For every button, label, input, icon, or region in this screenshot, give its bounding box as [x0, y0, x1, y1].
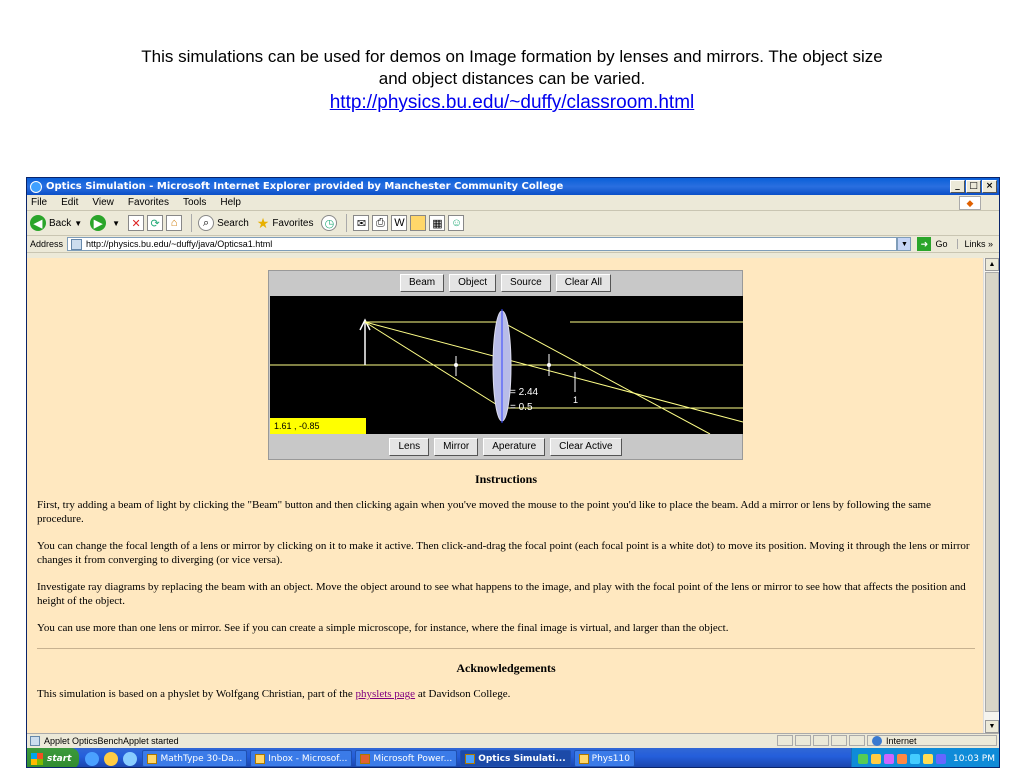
- chevron-down-icon[interactable]: ▼: [897, 237, 911, 251]
- tray-icon[interactable]: [871, 754, 881, 764]
- acknowledgements-heading: Acknowledgements: [456, 661, 556, 675]
- taskbar: [27, 748, 1000, 768]
- title-bar: [27, 178, 999, 195]
- status-pane: [777, 735, 793, 746]
- address-label: Address: [30, 239, 64, 249]
- address-url: http://physics.bu.edu/~duffy/java/Opticsa1.html: [86, 239, 273, 249]
- search-icon: ⌕: [198, 215, 214, 231]
- app-icon: [255, 754, 265, 764]
- menu-help[interactable]: Help: [220, 197, 241, 208]
- tray-icon[interactable]: [858, 754, 868, 764]
- instructions-paragraph-2: You can change the focal length of a lens or mirror by clicking on it to make it active. Then click-and-drag the focal point (each focal point is a white dot) to move its position. Moving it through the lens or mirror changes it from converging to diverging (or vice versa).: [37, 540, 970, 566]
- links-label: Links: [964, 239, 986, 249]
- ie-icon: [30, 181, 42, 193]
- caption-line-1: This simulations can be used for demos on Image formation by lenses and mirrors. The object size: [141, 47, 883, 66]
- history-icon[interactable]: ◷: [321, 215, 337, 231]
- chevron-down-icon: ▼: [112, 218, 121, 228]
- focal-point-right[interactable]: [547, 363, 551, 367]
- home-icon[interactable]: ⌂: [166, 215, 182, 231]
- menu-bar: [27, 195, 999, 211]
- desktop-quicklaunch-icon[interactable]: [123, 752, 137, 766]
- mail-icon[interactable]: ✉: [353, 215, 369, 231]
- menu-file[interactable]: File: [31, 197, 48, 208]
- page-content: [27, 258, 985, 733]
- messenger-icon[interactable]: ☺: [448, 215, 464, 231]
- app-icon: [465, 754, 475, 764]
- ray-refracted: [502, 322, 710, 434]
- close-button[interactable]: ×: [982, 180, 997, 193]
- menu-tools[interactable]: Tools: [182, 197, 207, 208]
- print-icon[interactable]: ⎙: [372, 215, 388, 231]
- edit-icon[interactable]: W: [391, 215, 407, 231]
- status-text: Applet OpticsBenchApplet started: [44, 735, 179, 746]
- applet-bottom-buttons: [269, 435, 742, 459]
- favorites-button[interactable]: [257, 215, 314, 232]
- source-button[interactable]: Source: [501, 274, 551, 292]
- task-inbox[interactable]: [250, 750, 352, 767]
- forward-arrow-icon: ▶: [90, 215, 106, 231]
- clear-active-button[interactable]: Clear Active: [550, 438, 621, 456]
- caption-line-2: and object distances can be varied.: [378, 69, 646, 88]
- task-optics[interactable]: [460, 750, 570, 767]
- favorites-label: Favorites: [272, 217, 314, 229]
- back-arrow-icon: ◀: [30, 215, 46, 231]
- lens-readout-1: = 2.44: [510, 387, 539, 398]
- task-label: Inbox - Microsof...: [268, 753, 348, 764]
- object-button[interactable]: Object: [449, 274, 496, 292]
- browser-window: [26, 177, 1000, 768]
- vertical-scrollbar[interactable]: [983, 258, 999, 733]
- status-page-icon: [30, 736, 40, 746]
- status-bar: [27, 733, 1000, 747]
- go-button[interactable]: [917, 237, 947, 251]
- research-icon[interactable]: ▦: [429, 215, 445, 231]
- tray-icon[interactable]: [936, 754, 946, 764]
- go-arrow-icon: ➜: [917, 237, 931, 251]
- zone-label: Internet: [886, 735, 917, 746]
- start-button[interactable]: [27, 748, 79, 768]
- coordinate-readout: 1.61 , -0.85: [270, 418, 366, 434]
- task-label: MathType 30-Da...: [160, 753, 243, 764]
- search-label: Search: [217, 217, 249, 229]
- refresh-icon[interactable]: ⟳: [147, 215, 163, 231]
- tray-icon[interactable]: [897, 754, 907, 764]
- folder-icon[interactable]: [410, 215, 426, 231]
- caption-link[interactable]: http://physics.bu.edu/~duffy/classroom.html: [329, 92, 695, 113]
- back-label: Back: [49, 217, 72, 229]
- instructions-section: [37, 472, 975, 714]
- status-pane: [831, 735, 847, 746]
- status-pane: [795, 735, 811, 746]
- menu-edit[interactable]: Edit: [61, 197, 79, 208]
- status-pane: [813, 735, 829, 746]
- tray-icon[interactable]: [923, 754, 933, 764]
- maximize-button[interactable]: □: [966, 180, 981, 193]
- toolbar: [27, 211, 999, 236]
- ack-suffix: at Davidson College.: [415, 688, 511, 700]
- globe-icon: [872, 736, 882, 746]
- links-button[interactable]: Links »: [957, 239, 999, 249]
- window-title: Optics Simulation - Microsoft Internet Explorer provided by Manchester Community College: [46, 181, 564, 192]
- search-button[interactable]: [198, 215, 249, 231]
- slide-caption: [40, 46, 984, 114]
- folder-icon: [579, 754, 589, 764]
- star-icon: ★: [256, 214, 270, 231]
- task-phys110[interactable]: [574, 750, 635, 767]
- address-input[interactable]: [67, 237, 897, 251]
- simulation-canvas[interactable]: [270, 296, 743, 434]
- section-divider: [37, 648, 975, 649]
- scroll-thumb[interactable]: [985, 272, 999, 712]
- system-tray: [851, 748, 1000, 768]
- forward-button[interactable]: [90, 215, 120, 231]
- ack-prefix: This simulation is based on a physlet by Wolfgang Christian, part of the: [37, 688, 356, 700]
- scroll-down-icon[interactable]: ▼: [985, 720, 999, 733]
- task-label: Optics Simulati...: [478, 753, 566, 764]
- beam-button[interactable]: Beam: [400, 274, 444, 292]
- clock: 10:03 PM: [953, 753, 995, 764]
- windows-flag-icon: ◆: [959, 196, 981, 210]
- clear-all-button[interactable]: Clear All: [556, 274, 611, 292]
- security-zone: [867, 735, 997, 746]
- lens-readout-2: = 0.5: [510, 402, 533, 413]
- menu-favorites[interactable]: Favorites: [127, 197, 169, 208]
- ray-diagram: [270, 296, 743, 434]
- menu-view[interactable]: View: [92, 197, 114, 208]
- instructions-heading: Instructions: [474, 472, 537, 486]
- physlets-link[interactable]: physlets page: [355, 688, 416, 700]
- outlook-quicklaunch-icon[interactable]: [104, 752, 118, 766]
- instructions-paragraph-3: Investigate ray diagrams by replacing the beam with an object. Move the object around to see what happens to the image, and play with the focal point of the lens or mirror to see how that affects the position and height of the object.: [37, 581, 966, 607]
- toolbar-divider: [191, 214, 192, 232]
- status-pane: [849, 735, 865, 746]
- address-bar: [27, 236, 999, 253]
- applet-top-buttons: [269, 271, 742, 295]
- mirror-button[interactable]: Mirror: [434, 438, 478, 456]
- page-icon: [71, 239, 82, 250]
- acknowledgements-text: [37, 687, 975, 701]
- back-button[interactable]: [30, 215, 82, 231]
- go-label: Go: [935, 239, 948, 249]
- toolbar-divider: [346, 214, 347, 232]
- task-powerpoint[interactable]: [355, 750, 457, 767]
- task-label: Microsoft Power...: [373, 753, 453, 764]
- minimize-button[interactable]: _: [950, 180, 965, 193]
- optics-applet[interactable]: [268, 270, 743, 460]
- start-label: start: [47, 753, 72, 764]
- tray-icon[interactable]: [884, 754, 894, 764]
- task-mathtype[interactable]: [142, 750, 247, 767]
- instructions-paragraph-4: You can use more than one lens or mirror. See if you can create a simple microscope, for instance, where the final image is virtual, and larger than the object.: [37, 622, 729, 634]
- app-icon: [147, 754, 157, 764]
- stop-icon[interactable]: ✕: [128, 215, 144, 231]
- windows-logo-icon: [31, 753, 43, 765]
- aperature-button[interactable]: Aperature: [483, 438, 545, 456]
- app-icon: [360, 754, 370, 764]
- ie-quicklaunch-icon[interactable]: [85, 752, 99, 766]
- chevron-down-icon: ▼: [74, 218, 83, 228]
- scroll-up-icon[interactable]: ▲: [985, 258, 999, 271]
- ray-chief: [365, 322, 743, 422]
- tray-icon[interactable]: [910, 754, 920, 764]
- lens-button[interactable]: Lens: [389, 438, 429, 456]
- task-label: Phys110: [591, 753, 630, 764]
- instructions-paragraph-1: First, try adding a beam of light by clicking the "Beam" button and then clicking again when you've moved the mouse to the point you'd like to place the beam. Add a mirror or lens by following the same procedure.: [37, 499, 931, 525]
- image-label: 1: [573, 395, 579, 405]
- focal-point-left[interactable]: [454, 363, 458, 367]
